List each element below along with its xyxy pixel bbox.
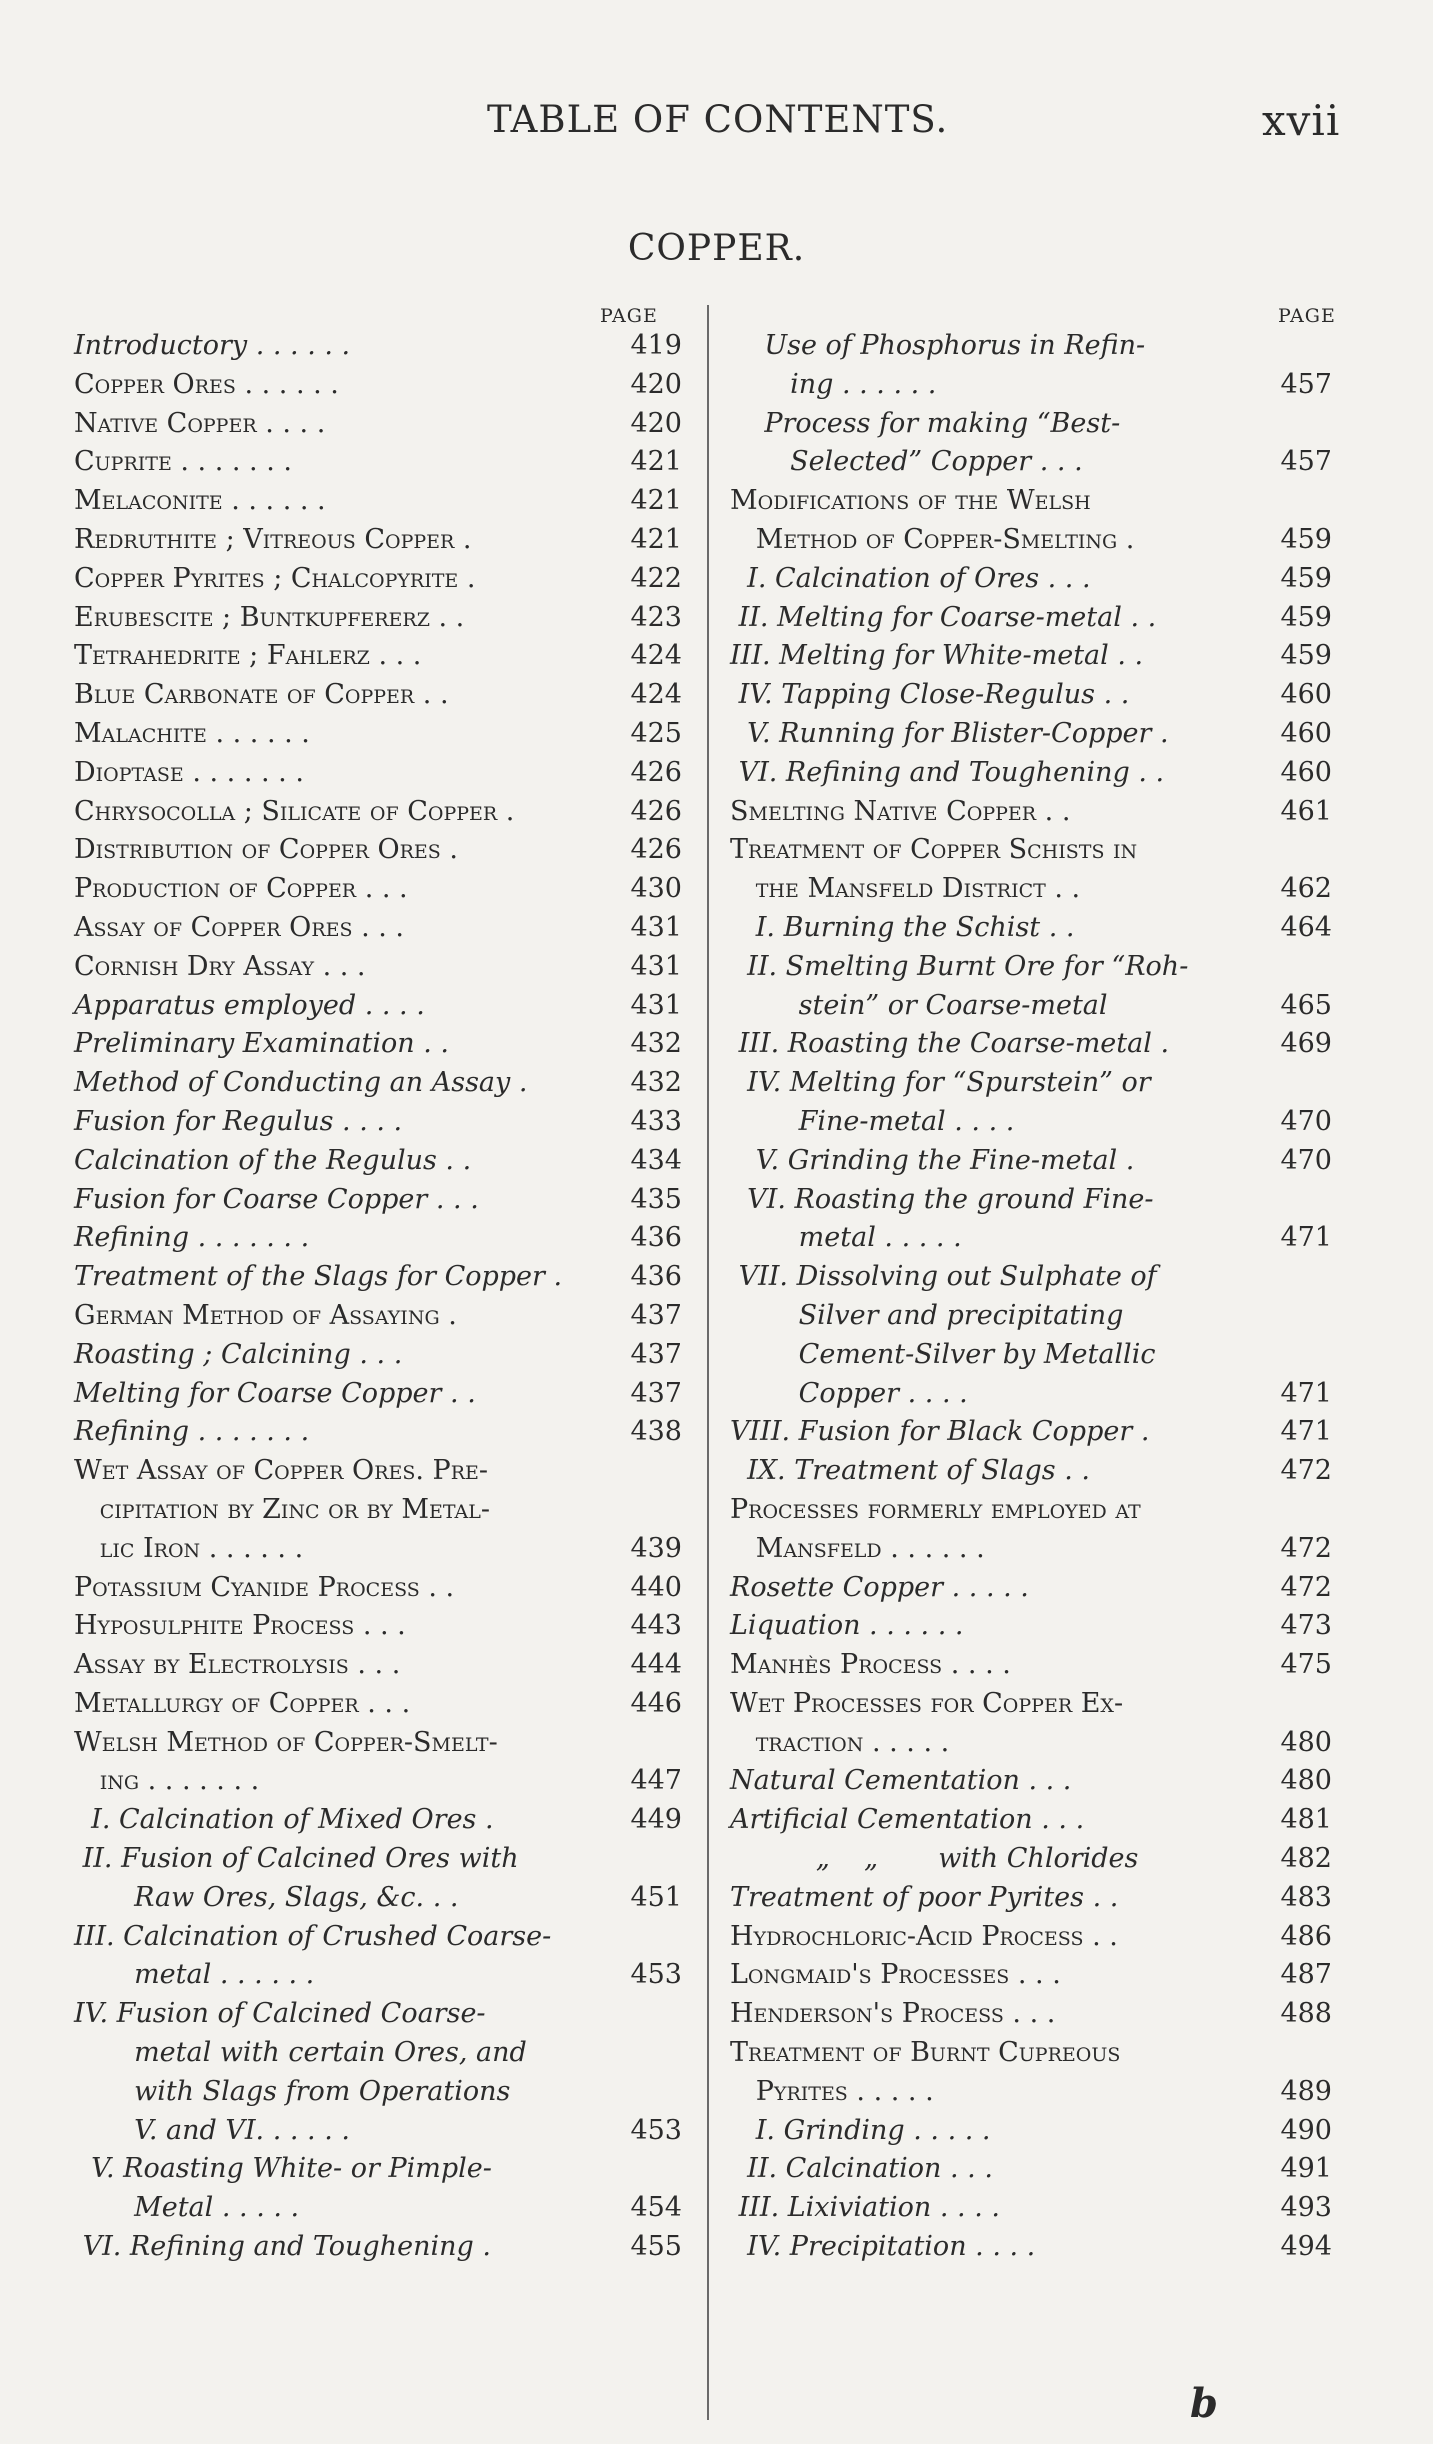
toc-entry-page: 460 — [1280, 756, 1332, 788]
toc-entry-text: Introductory . . . . . . — [74, 330, 351, 361]
toc-entry-text: Fusion for Regulus . . . . — [74, 1105, 403, 1137]
toc-entry-text: Erubescite ; Buntkupfererz . . — [74, 601, 465, 633]
toc-entry-text: IV. Melting for “Spurstein” or — [730, 1067, 1151, 1099]
toc-entry-page: 421 — [630, 523, 682, 555]
toc-entry — [74, 405, 682, 444]
toc-entry — [730, 793, 1332, 832]
toc-entry-page: 486 — [1280, 1920, 1332, 1952]
toc-entry-text: Dioptase . . . . . . . — [74, 756, 304, 788]
toc-entry-page: 489 — [1280, 2075, 1332, 2107]
toc-entry-page: 436 — [630, 1222, 682, 1254]
toc-entry — [74, 1336, 682, 1375]
toc-entry — [74, 521, 682, 560]
toc-entry — [730, 637, 1332, 676]
toc-entry-page: 426 — [630, 756, 682, 788]
toc-entry-page: 432 — [630, 1028, 682, 1060]
toc-entry-page: 465 — [1280, 989, 1332, 1021]
toc-entry-text: Potassium Cyanide Process . . — [74, 1571, 455, 1603]
toc-entry-text: Preliminary Examination . . — [74, 1028, 450, 1060]
toc-entry — [730, 405, 1332, 444]
toc-entry — [74, 482, 682, 521]
toc-entry-text: IX. Treatment of Slags . . — [730, 1455, 1090, 1487]
toc-entry-text: VI. Refining and Toughening . . — [730, 756, 1165, 788]
toc-entry — [730, 482, 1332, 521]
toc-left-rows — [74, 327, 682, 2267]
toc-entry-page: 425 — [630, 717, 682, 749]
toc-entry-text: metal with certain Ores, and — [74, 2037, 527, 2069]
toc-entry-text: metal . . . . . . — [74, 1959, 315, 1991]
toc-entry-text: VI. Roasting the ground Fine- — [730, 1183, 1154, 1215]
toc-entry-text: lic Iron . . . . . . — [74, 1532, 304, 1564]
toc-entry — [74, 2228, 682, 2267]
toc-entry-page: 437 — [630, 1377, 682, 1409]
toc-entry-page: 470 — [1280, 1105, 1332, 1137]
toc-entry — [74, 1103, 682, 1142]
toc-entry-page: 460 — [1280, 679, 1332, 711]
toc-entry-text: Roasting ; Calcining . . . — [74, 1338, 403, 1370]
toc-entry-text: Natural Cementation . . . — [730, 1765, 1072, 1797]
toc-entry-text: Redruthite ; Vitreous Copper . — [74, 523, 472, 555]
toc-entry — [74, 1724, 682, 1763]
toc-entry-page: 422 — [630, 562, 682, 594]
toc-entry-page: 419 — [630, 330, 682, 361]
toc-entry — [74, 754, 682, 793]
toc-entry-text: V. and VI. . . . . . — [74, 2114, 350, 2146]
toc-entry-page: 459 — [1280, 523, 1332, 555]
toc-entry-text: Silver and precipitating — [730, 1299, 1124, 1331]
toc-entry-page: 487 — [1280, 1959, 1332, 1991]
toc-entry-page: 431 — [630, 911, 682, 943]
toc-entry — [730, 909, 1332, 948]
toc-entry — [74, 909, 682, 948]
toc-entry — [730, 1375, 1332, 1414]
toc-entry-text: IV. Tapping Close-Regulus . . — [730, 679, 1130, 711]
toc-entry-page: 473 — [1280, 1610, 1332, 1642]
toc-entry — [730, 521, 1332, 560]
toc-entry-text: V. Grinding the Fine-metal . — [730, 1144, 1135, 1176]
toc-entry-text: ing . . . . . . — [730, 368, 937, 400]
toc-entry-page: 480 — [1280, 1765, 1332, 1797]
toc-entry-text: Treatment of the Slags for Copper . — [74, 1261, 563, 1293]
toc-entry-page: 475 — [1280, 1649, 1332, 1681]
toc-entry-text: Use of Phosphorus in Refin- — [730, 330, 1146, 361]
toc-entry — [730, 1801, 1332, 1840]
toc-entry-page: 435 — [630, 1183, 682, 1215]
toc-entry-page: 461 — [1280, 795, 1332, 827]
toc-entry — [730, 2150, 1332, 2189]
toc-entry — [74, 2150, 682, 2189]
toc-entry — [730, 1995, 1332, 2034]
toc-entry — [730, 1724, 1332, 1763]
toc-entry-page: 469 — [1280, 1028, 1332, 1060]
toc-entry-text: III. Lixiviation . . . . — [730, 2192, 1000, 2224]
toc-entry — [74, 1879, 682, 1918]
toc-entry-text: Assay by Electrolysis . . . — [74, 1649, 401, 1681]
toc-entry — [74, 1181, 682, 1220]
toc-entry-page: 472 — [1280, 1571, 1332, 1603]
toc-entry — [730, 1646, 1332, 1685]
toc-entry-page: 436 — [630, 1261, 682, 1293]
toc-entry — [730, 366, 1332, 405]
toc-entry — [730, 831, 1332, 870]
toc-entry-page: 423 — [630, 601, 682, 633]
toc-entry-text: Melaconite . . . . . . — [74, 485, 326, 517]
toc-entry-text: Longmaid's Processes . . . — [730, 1959, 1061, 1991]
toc-entry-page: 421 — [630, 446, 682, 478]
toc-entry-text: V. Roasting White- or Pimple- — [74, 2153, 492, 2185]
toc-entry-text: the Mansfeld District . . — [730, 873, 1081, 905]
toc-entry-page: 440 — [630, 1571, 682, 1603]
toc-entry — [74, 1569, 682, 1608]
toc-entry — [730, 1297, 1332, 1336]
toc-entry — [74, 1840, 682, 1879]
toc-entry — [730, 1491, 1332, 1530]
toc-entry-text: VI. Refining and Toughening . — [74, 2231, 491, 2263]
toc-entry — [74, 1491, 682, 1530]
toc-entry — [74, 1375, 682, 1414]
toc-entry — [74, 1607, 682, 1646]
toc-entry — [74, 1219, 682, 1258]
toc-entry — [74, 1530, 682, 1569]
toc-entry-page: 457 — [1280, 446, 1332, 478]
toc-entry-text: Fusion for Coarse Copper . . . — [74, 1183, 479, 1215]
toc-entry-page: 438 — [630, 1416, 682, 1448]
toc-entry — [74, 1762, 682, 1801]
toc-entry-page: 471 — [1280, 1222, 1332, 1254]
toc-entry-page: 439 — [630, 1532, 682, 1564]
toc-entry-page: 455 — [630, 2231, 682, 2263]
toc-entry-text: Pyrites . . . . . — [730, 2075, 934, 2107]
toc-entry — [74, 1918, 682, 1957]
toc-entry-page: 480 — [1280, 1726, 1332, 1758]
toc-entry-text: Liquation . . . . . . — [730, 1610, 964, 1642]
toc-entry — [730, 1607, 1332, 1646]
toc-entry-text: stein” or Coarse-metal — [730, 989, 1108, 1021]
toc-entry-text: Henderson's Process . . . — [730, 1998, 1056, 2030]
page-column-label-right: PAGE — [1278, 305, 1336, 327]
toc-right-rows — [730, 327, 1332, 2267]
toc-entry-text: Wet Processes for Copper Ex- — [730, 1687, 1124, 1719]
toc-entry-page: 462 — [1280, 873, 1332, 905]
toc-entry — [730, 599, 1332, 638]
toc-entry-text: Native Copper . . . . — [74, 407, 326, 439]
toc-entry-text: Hydrochloric-Acid Process . . — [730, 1920, 1118, 1952]
toc-entry — [730, 948, 1332, 987]
toc-entry-text: Artificial Cementation . . . — [730, 1804, 1085, 1836]
toc-entry-text: Process for making “Best- — [730, 407, 1121, 439]
toc-entry — [730, 1413, 1332, 1452]
toc-entry-page: 447 — [630, 1765, 682, 1797]
toc-entry — [730, 1103, 1332, 1142]
toc-entry — [74, 1025, 682, 1064]
toc-entry-page: 459 — [1280, 562, 1332, 594]
toc-entry-text: VII. Dissolving out Sulphate of — [730, 1261, 1157, 1293]
toc-entry-page: 431 — [630, 989, 682, 1021]
toc-entry-page: 434 — [630, 1144, 682, 1176]
toc-entry-page: 488 — [1280, 1998, 1332, 2030]
toc-entry-text: Copper . . . . — [730, 1377, 968, 1409]
toc-entry-text: Melting for Coarse Copper . . — [74, 1377, 476, 1409]
toc-entry-page: 453 — [630, 1959, 682, 1991]
toc-entry — [74, 987, 682, 1026]
toc-entry — [730, 676, 1332, 715]
toc-entry — [74, 366, 682, 405]
toc-entry-text: II. Smelting Burnt Ore for “Roh- — [730, 950, 1189, 982]
toc-entry — [730, 1025, 1332, 1064]
toc-entry — [74, 948, 682, 987]
toc-entry-text: Manhès Process . . . . — [730, 1649, 1011, 1681]
toc-entry-page: 420 — [630, 407, 682, 439]
toc-entry-page: 449 — [630, 1804, 682, 1836]
toc-entry-page: 490 — [1280, 2114, 1332, 2146]
toc-entry — [730, 1956, 1332, 1995]
toc-entry-page: 437 — [630, 1338, 682, 1370]
toc-entry-page: 453 — [630, 2114, 682, 2146]
toc-entry-page: 424 — [630, 679, 682, 711]
toc-entry-text: II. Melting for Coarse-metal . . — [730, 601, 1157, 633]
running-header-title: TABLE OF CONTENTS. — [487, 98, 949, 141]
toc-entry — [74, 1956, 682, 1995]
toc-entry-text: Wet Assay of Copper Ores. Pre- — [74, 1455, 489, 1487]
toc-entry-page: 431 — [630, 950, 682, 982]
toc-entry — [74, 1685, 682, 1724]
toc-entry — [730, 327, 1332, 366]
toc-entry-page: 420 — [630, 368, 682, 400]
toc-entry — [730, 443, 1332, 482]
toc-entry-text: Refining . . . . . . . — [74, 1222, 310, 1254]
toc-entry-text: Refining . . . . . . . — [74, 1416, 310, 1448]
toc-entry-text: Hyposulphite Process . . . — [74, 1610, 406, 1642]
toc-entry-page: 481 — [1280, 1804, 1332, 1836]
toc-entry-text: traction . . . . . — [730, 1726, 950, 1758]
toc-entry — [74, 1801, 682, 1840]
toc-entry-page: 471 — [1280, 1377, 1332, 1409]
toc-entry-text: Method of Conducting an Assay . — [74, 1067, 528, 1099]
toc-entry-page: 459 — [1280, 601, 1332, 633]
toc-entry-text: Welsh Method of Copper-Smelt- — [74, 1726, 498, 1758]
toc-entry-text: III. Roasting the Coarse-metal . — [730, 1028, 1170, 1060]
toc-entry-text: Mansfeld . . . . . . — [730, 1532, 985, 1564]
toc-entry-page: 493 — [1280, 2192, 1332, 2224]
toc-entry — [730, 1762, 1332, 1801]
toc-entry — [730, 1181, 1332, 1220]
toc-entry-text: German Method of Assaying . — [74, 1299, 457, 1331]
toc-entry-text: Metallurgy of Copper . . . — [74, 1687, 411, 1719]
toc-entry-text: Processes formerly employed at — [730, 1493, 1141, 1525]
toc-entry — [74, 1413, 682, 1452]
toc-entry-text: I. Calcination of Ores . . . — [730, 562, 1091, 594]
toc-entry — [74, 793, 682, 832]
toc-entry-page: 464 — [1280, 911, 1332, 943]
toc-entry-text: Raw Ores, Slags, &c. . . — [74, 1881, 459, 1913]
toc-entry-text: Cornish Dry Assay . . . — [74, 950, 366, 982]
toc-entry-page: 471 — [1280, 1416, 1332, 1448]
toc-entry-text: Production of Copper . . . — [74, 873, 408, 905]
page-number: xvii — [1262, 96, 1341, 145]
toc-entry-page: 443 — [630, 1610, 682, 1642]
toc-entry — [74, 1064, 682, 1103]
toc-entry-page: 457 — [1280, 368, 1332, 400]
toc-entry-text: Method of Copper-Smelting . — [730, 523, 1135, 555]
toc-entry-text: Rosette Copper . . . . . — [730, 1571, 1029, 1603]
toc-entry-text: II. Calcination . . . — [730, 2153, 993, 2185]
toc-entry-text: IV. Precipitation . . . . — [730, 2231, 1036, 2263]
toc-entry — [730, 754, 1332, 793]
toc-entry-text: Blue Carbonate of Copper . . — [74, 679, 449, 711]
toc-entry — [730, 1142, 1332, 1181]
toc-entry — [74, 1258, 682, 1297]
toc-entry-text: Copper Ores . . . . . . — [74, 368, 339, 400]
toc-entry-page: 432 — [630, 1067, 682, 1099]
toc-entry — [74, 1995, 682, 2034]
toc-entry-text: Assay of Copper Ores . . . — [74, 911, 404, 943]
toc-entry — [74, 637, 682, 676]
toc-entry — [74, 1452, 682, 1491]
toc-entry — [730, 560, 1332, 599]
toc-entry-text: Chrysocolla ; Silicate of Copper . — [74, 795, 515, 827]
toc-entry — [730, 1258, 1332, 1297]
toc-entry-page: 491 — [1280, 2153, 1332, 2185]
toc-entry-text: Treatment of Copper Schists in — [730, 834, 1138, 866]
toc-entry — [730, 1452, 1332, 1491]
toc-entry-text: with Slags from Operations — [74, 2075, 511, 2107]
toc-entry — [74, 676, 682, 715]
toc-entry-page: 421 — [630, 485, 682, 517]
toc-entry-page: 437 — [630, 1299, 682, 1331]
toc-entry-page: 451 — [630, 1881, 682, 1913]
toc-entry-page: 444 — [630, 1649, 682, 1681]
toc-entry — [74, 443, 682, 482]
toc-entry — [730, 2189, 1332, 2228]
toc-entry-text: Cement-Silver by Metallic — [730, 1338, 1156, 1370]
toc-entry — [74, 327, 682, 366]
toc-entry — [730, 870, 1332, 909]
toc-entry-text: I. Grinding . . . . . — [730, 2114, 991, 2146]
toc-entry-page: 483 — [1280, 1881, 1332, 1913]
toc-entry-page: 433 — [630, 1105, 682, 1137]
page-column-label-left: PAGE — [600, 305, 658, 327]
toc-entry — [730, 2034, 1332, 2073]
toc-entry-page: 424 — [630, 640, 682, 672]
toc-entry-page: 426 — [630, 795, 682, 827]
toc-entry — [74, 870, 682, 909]
toc-entry — [74, 560, 682, 599]
toc-entry — [74, 2034, 682, 2073]
toc-entry-text: Smelting Native Copper . . — [730, 795, 1071, 827]
column-divider — [707, 305, 709, 2420]
toc-entry — [730, 987, 1332, 1026]
toc-entry — [730, 1918, 1332, 1957]
signature-mark: b — [1190, 2380, 1218, 2427]
toc-entry-text: III. Calcination of Crushed Coarse- — [74, 1920, 552, 1952]
toc-entry — [730, 1569, 1332, 1608]
toc-entry-text: III. Melting for White-metal . . — [730, 640, 1144, 672]
toc-entry-text: ing . . . . . . . — [74, 1765, 260, 1797]
toc-entry-page: 482 — [1280, 1843, 1332, 1875]
toc-entry — [74, 1646, 682, 1685]
toc-entry — [730, 1064, 1332, 1103]
toc-entry-text: Apparatus employed . . . . — [74, 989, 425, 1021]
toc-entry-text: metal . . . . . — [730, 1222, 962, 1254]
toc-entry-text: cipitation by Zinc or by Metal- — [74, 1493, 490, 1525]
toc-entry-text: VIII. Fusion for Black Copper . — [730, 1416, 1150, 1448]
toc-entry-text: Metal . . . . . — [74, 2192, 300, 2224]
toc-entry — [730, 1879, 1332, 1918]
toc-entry-page: 470 — [1280, 1144, 1332, 1176]
toc-entry-text: Fine-metal . . . . — [730, 1105, 1015, 1137]
toc-entry-page: 494 — [1280, 2231, 1332, 2263]
toc-entry-text: Tetrahedrite ; Fahlerz . . . — [74, 640, 422, 672]
toc-entry — [74, 715, 682, 754]
toc-entry — [730, 715, 1332, 754]
toc-entry-page: 459 — [1280, 640, 1332, 672]
toc-entry-text: Selected” Copper . . . — [730, 446, 1083, 478]
toc-entry-page: 472 — [1280, 1455, 1332, 1487]
toc-entry-text: Modifications of the Welsh — [730, 485, 1091, 517]
toc-entry-text: Copper Pyrites ; Chalcopyrite . — [74, 562, 476, 594]
toc-entry — [730, 1530, 1332, 1569]
toc-entry — [74, 2112, 682, 2151]
toc-entry — [74, 2073, 682, 2112]
toc-entry — [74, 1297, 682, 1336]
toc-entry-page: 430 — [630, 873, 682, 905]
toc-entry-page: 460 — [1280, 717, 1332, 749]
toc-entry — [730, 2073, 1332, 2112]
toc-entry — [74, 831, 682, 870]
toc-entry-text: „ „ with Chlorides — [730, 1843, 1139, 1875]
toc-entry-text: I. Calcination of Mixed Ores . — [74, 1804, 494, 1836]
toc-entry-text: Malachite . . . . . . — [74, 717, 310, 749]
toc-entry-page: 426 — [630, 834, 682, 866]
section-title: COPPER. — [627, 228, 806, 269]
toc-entry-text: Treatment of Burnt Cupreous — [730, 2037, 1121, 2069]
toc-entry-text: Cuprite . . . . . . . — [74, 446, 292, 478]
toc-entry — [730, 1840, 1332, 1879]
toc-entry — [730, 2228, 1332, 2267]
toc-entry-text: II. Fusion of Calcined Ores with — [74, 1843, 519, 1875]
toc-entry-page: 472 — [1280, 1532, 1332, 1564]
toc-entry — [730, 1685, 1332, 1724]
toc-entry — [730, 1219, 1332, 1258]
toc-entry-page: 446 — [630, 1687, 682, 1719]
toc-entry-text: Treatment of poor Pyrites . . — [730, 1881, 1119, 1913]
toc-entry-text: V. Running for Blister-Copper . — [730, 717, 1169, 749]
toc-entry-text: IV. Fusion of Calcined Coarse- — [74, 1998, 486, 2030]
toc-entry-page: 454 — [630, 2192, 682, 2224]
toc-entry — [730, 2112, 1332, 2151]
toc-entry — [74, 599, 682, 638]
toc-entry-text: Calcination of the Regulus . . — [74, 1144, 472, 1176]
toc-entry — [74, 1142, 682, 1181]
toc-entry — [74, 2189, 682, 2228]
toc-entry — [730, 1336, 1332, 1375]
toc-entry-text: I. Burning the Schist . . — [730, 911, 1075, 943]
toc-entry-text: Distribution of Copper Ores . — [74, 834, 458, 866]
